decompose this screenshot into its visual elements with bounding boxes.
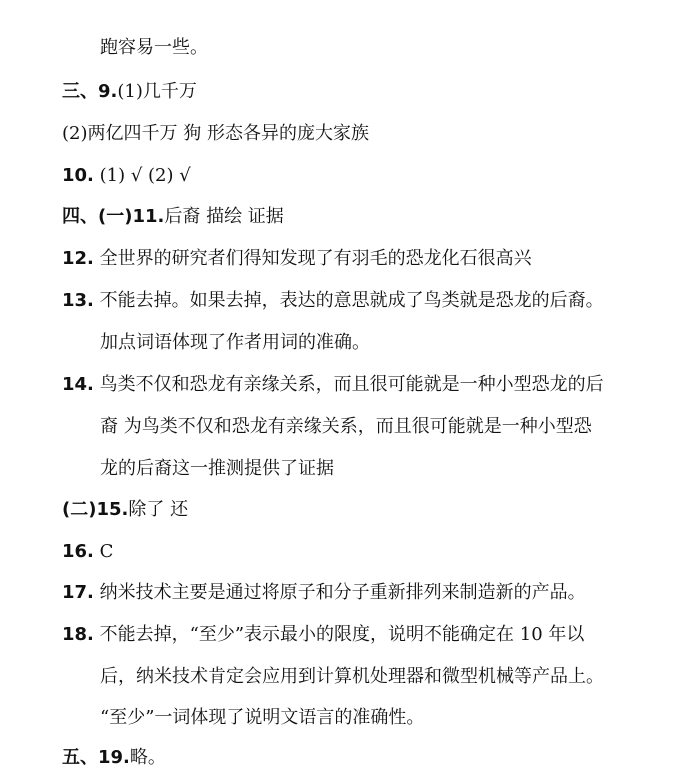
answer-text: 全世界的研究者们得知发现了有羽毛的恐龙化石很高兴 (93, 248, 532, 269)
answer-text: 略。 (129, 747, 166, 768)
answer-text: 鸟类不仅和恐龙有亲缘关系，而且很可能就是一种小型恐龙的后 (93, 374, 604, 395)
question-number: 12. (62, 248, 94, 269)
answer-text: (1) √ (2) √ (93, 165, 191, 186)
answer-line (100, 665, 604, 689)
answer-text: 龙的后裔这一推测提供了证据 (100, 458, 334, 479)
answer-line (100, 706, 424, 730)
question-number: 10. (62, 165, 94, 186)
question-number: 14. (62, 374, 94, 395)
answer-text: (2)两亿四千万 狗 形态各异的庞大家族 (62, 123, 369, 144)
answer-text: 除了 还 (128, 499, 189, 520)
answer-text: 不能去掉，“至少”表示最小的限度，说明不能确定在 10 年以 (93, 624, 585, 645)
answer-text: 跑容易一些。 (100, 37, 208, 58)
answer-text: “至少”一词体现了说明文语言的准确性。 (100, 707, 425, 728)
answer-line (62, 373, 604, 397)
question-number: 13. (62, 290, 94, 311)
question-number: 三、9. (62, 81, 118, 102)
question-number: 四、(一)11. (62, 206, 165, 227)
answer-line (62, 623, 584, 647)
answer-line (62, 247, 532, 271)
answer-line (100, 457, 334, 481)
answer-line (62, 205, 284, 229)
answer-line (62, 80, 197, 104)
answer-line (62, 581, 586, 605)
answer-line (62, 498, 188, 522)
answer-text: 纳米技术主要是通过将原子和分子重新排列来制造新的产品。 (93, 582, 586, 603)
answer-text: 不能去掉。如果去掉，表达的意思就成了鸟类就是恐龙的后裔。 (93, 290, 604, 311)
answer-line (100, 415, 592, 439)
answer-line (62, 164, 191, 188)
question-number: 17. (62, 582, 94, 603)
answer-line (62, 540, 113, 564)
answer-line (62, 746, 166, 770)
answer-line (100, 36, 208, 60)
answer-text: C (93, 541, 114, 562)
answer-line (100, 331, 370, 355)
answer-line (62, 122, 369, 146)
answer-text: (1)几千万 (117, 81, 197, 102)
answer-line (62, 289, 604, 313)
answer-text: 后，纳米技术肯定会应用到计算机处理器和微型机械等产品上。 (100, 666, 604, 687)
question-number: (二)15. (62, 499, 129, 520)
question-number: 18. (62, 624, 94, 645)
answer-text: 加点词语体现了作者用词的准确。 (100, 332, 370, 353)
question-number: 五、19. (62, 747, 130, 768)
answer-text: 后裔 描绘 证据 (164, 206, 284, 227)
answer-text: 裔 为鸟类不仅和恐龙有亲缘关系，而且很可能就是一种小型恐 (100, 416, 592, 437)
question-number: 16. (62, 541, 94, 562)
